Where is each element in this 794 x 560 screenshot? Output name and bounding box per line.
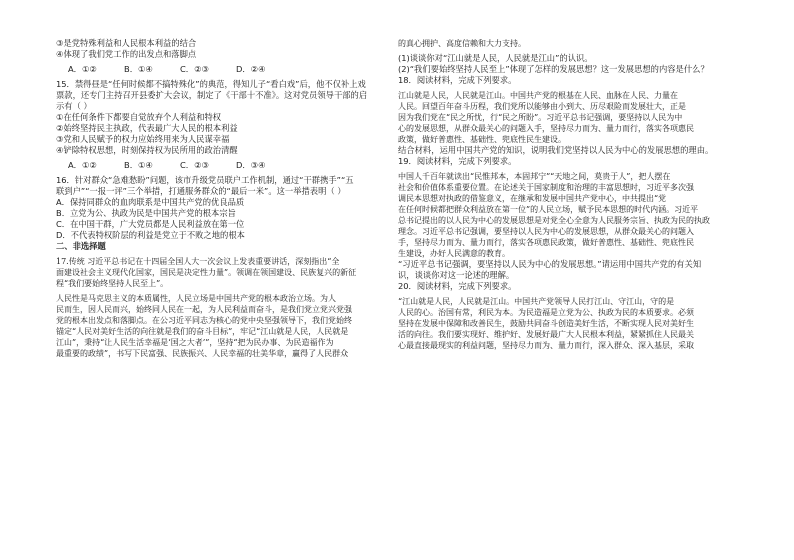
q17-stem-line: 面建设社会主义现代化国家，国民是决定性力量”。领调在领国建设、民族复兴的新征: [56, 268, 357, 277]
q19-material-line: 在任何时候都把群众利益放在第一位”的人民立场，赋予民本思想的时代内涵。习近平: [398, 205, 699, 214]
q20-material-line: 坚持在发展中保障和改善民生，鼓励共同奋斗创造美好生活，不断实现人民对美好生: [398, 319, 694, 328]
q14-statement-3: ③是党特殊利益和人民根本利益的结合: [56, 38, 197, 48]
q18-material-line: 人民。回望百年奋斗历程，我们党所以能够由小到大、历尽艰险而发展壮大，正是: [398, 102, 686, 111]
q15-statement-3: ③党和人民赋予的权力应始终用来为人民谋幸福: [56, 134, 230, 144]
q16-option-c[interactable]: C．在中国干群，广大党员都是人民利益放在第一位: [56, 219, 245, 229]
q19-material-line: 社会和价值体系重要位置。在论述关于国家制度和治理的丰富思想时，习近平多次强: [398, 183, 694, 192]
q20-heading: 20．阅读材料，完成下列要求。: [398, 281, 517, 291]
q19-material-line: 调民本思想对执政的借鉴意义，在继承和发展中国共产党中心，中共提出“党: [398, 194, 667, 203]
q15-option-c[interactable]: C．②③: [180, 160, 209, 170]
q18-question: 结合材料，运用中国共产党的知识，说明我们党坚持以人民为中心的发展思想的理由。: [398, 145, 714, 155]
q17-material-line: 民而生，因人民而兴，始终同人民在一起，为人民利益而奋斗，是我们党立党兴党强: [56, 305, 352, 314]
q17-material-line: 江山”，秉持“让人民生活幸福是‘国之大者’”，坚持“把为民办事、为民造福作为: [56, 338, 334, 347]
q20-material-line: 心最直接最现实的利益问题，坚持尽力而为、量力而行，深入群众、深入基层，采取: [398, 341, 694, 350]
q17-material-line: 人民性是马克思主义的本质属性，人民立场是中国共产党的根本政治立场。为人: [56, 294, 336, 303]
q19-material-line: 手，坚持尽力而为、量力而行，落实各项惠民政策，做好普惠性、基础性、兜底性民: [398, 238, 694, 247]
q17-stem-line: 17.传统 习近平总书记在十四届全国人大一次会议上发表重要讲话，深刻指出“全: [56, 257, 340, 266]
q19-material-line: 中国人千百年就读出“民惟邦本，本固邦宁”“天地之间，莫贵于人”，把人摆在: [398, 172, 671, 181]
q20-material-line: 活的向往。我们要实现好、维护好、发展好最广大人民根本利益，紧紧抓住人民最关: [398, 330, 694, 339]
q18-material-line: 因为我们党在“民之所忧，行“民之所盼”。习近平总书记强调，要坚持以人民为中: [398, 113, 683, 122]
q15-stem-line: 示有（ ）: [56, 101, 92, 111]
q14-option-c[interactable]: C．②③: [180, 64, 209, 74]
q19-question: 识，谈谈你对这一论述的理解。: [398, 270, 515, 280]
q16-stem-line: 16．针对群众“急难愁盼”问题，该市升级党员联户工作机制，通过“干群携手”“五: [56, 175, 354, 185]
section-heading: 二、非选择题: [56, 241, 106, 251]
q17-material-line: 最重要的政绩”，书写下民富强、民族振兴、人民幸福的壮美华章，赢得了人民群众: [56, 349, 349, 358]
q16-option-d[interactable]: D．不代表特权阶层的利益是党立于不败之地的根本: [56, 230, 245, 240]
q14-option-d[interactable]: D．②④: [236, 64, 266, 74]
q16-option-b[interactable]: B．立党为公、执政为民是中国共产党的根本宗旨: [56, 208, 236, 218]
q14-option-a[interactable]: A．①②: [68, 64, 97, 74]
q19-material-line: 理念。习近平总书记强调，要坚持以人民为中心的发展思想，从群众最关心的问题入: [398, 227, 694, 236]
q19-material-line: 生建设，办好人民满意的教育。: [398, 249, 510, 258]
q15-statement-4: ④铲除特权思想，时刻保持权为民所用的政治清醒: [56, 145, 238, 155]
q17-question-1: (1)谈谈你对“江山就是人民，人民就是江山”的认识。: [398, 53, 593, 63]
q15-statement-2: ②始终坚持民主执政，代表最广大人民的根本利益: [56, 123, 238, 133]
left-column: [56, 38, 398, 359]
q17-material-line: 锚定“人民对美好生活的向往就是我们的奋斗目标”，牢记“江山就是人民，人民就是: [56, 327, 349, 336]
q15-options: [56, 160, 398, 171]
q20-material-line: 人民的心。治国有常，利民为本。为民造福是立党为公、执政为民的本质要求。必须: [398, 308, 694, 317]
q15-statement-1: ①在任何条件下都要自觉放弃个人利益和特权: [56, 112, 222, 122]
q18-heading: 18．阅读材料，完成下列要求。: [398, 75, 517, 85]
q19-material-line: 总书记提出的以人民为中心的发展思想是对党全心全意为人民服务宗旨、执政为民的执政: [398, 216, 710, 225]
q19-question: “习近平总书记强调，要坚持以人民为中心的发展思想。”请运用中国共产党的有关知: [398, 259, 702, 269]
q17-material-line: 党的根本出发点和落脚点。在公习近平同志为核心的党中央坚强领导下，我们党始终: [56, 316, 352, 325]
q19-heading: 19．阅读材料，完成下列要求。: [398, 156, 517, 166]
q16-option-a[interactable]: A．保持同群众的血肉联系是中国共产党的优良品质: [56, 197, 245, 207]
q17-question-2: (2)“我们要始终坚持人民至上”体现了怎样的发展思想？这一发展思想的内容是什么？: [398, 64, 709, 74]
q17-material-tail: 的真心拥护、高度信赖和大力支持。: [398, 39, 526, 48]
q17-stem-line: 程“我们要始终坚持人民至上”。: [56, 279, 169, 288]
q14-statement-4: ④体现了我们党工作的出发点和落脚点: [56, 49, 197, 59]
q14-option-b[interactable]: B．①④: [124, 64, 153, 74]
q15-option-a[interactable]: A．①②: [68, 160, 97, 170]
right-column: [398, 38, 742, 351]
q18-material-line: 心的发展思想，从群众最关心的问题入手，坚持尽力而为、量力而行，落实各项惠民: [398, 124, 694, 133]
q16-stem-line: 联到户”“一报一评”三个举措，打通服务群众的“最后一米”。这一举措表明（ ）: [56, 186, 346, 196]
q15-stem-line: 15．禁得昼是“任何时候都不搞特殊化”的典范，得知儿子“看白戏”后，他不仅补上戏: [56, 79, 366, 89]
q20-material-line: “江山就是人民，人民就是江山。中国共产党领导人民打江山、守江山，守的是: [398, 297, 675, 306]
q15-option-d[interactable]: D．③④: [236, 160, 266, 170]
q14-options: [56, 64, 398, 75]
q15-option-b[interactable]: B．①④: [124, 160, 153, 170]
q15-stem-line: 票款，还专门主持召开县委扩大会议，制定了《干部十不准》。这对党员领导干部的启: [56, 90, 368, 100]
q18-material-line: 江山就是人民，人民就是江山。中国共产党的根基在人民、血脉在人民、力量在: [398, 91, 678, 100]
q18-material-line: 政策，做好普惠性、基础性、兜底性民生建设。: [398, 135, 566, 144]
